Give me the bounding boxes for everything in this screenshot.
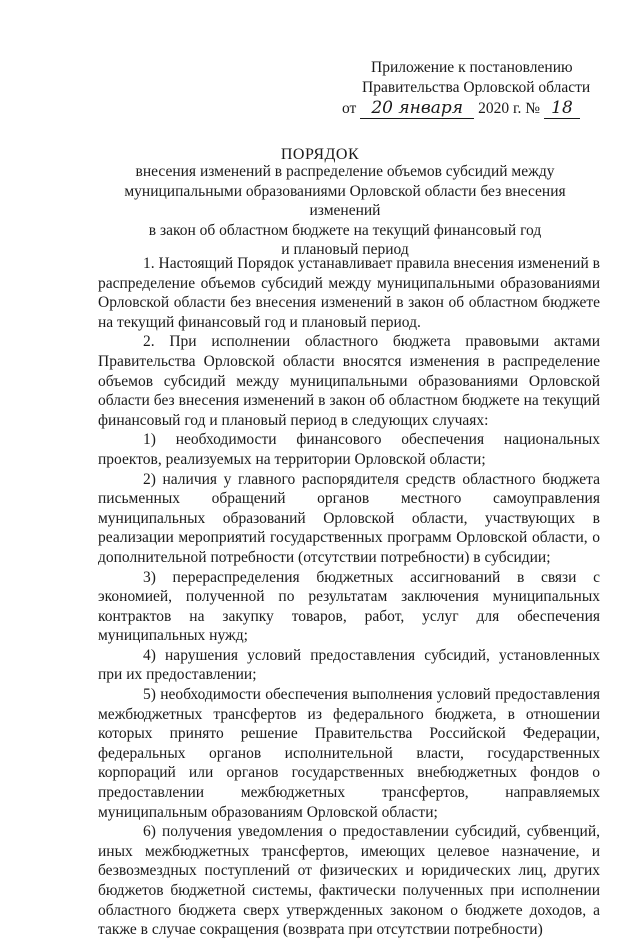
list-item-2: 2) наличия у главного распорядителя средств областного бюджета письменных обращений органов местного самоуправления муниципальных образований Орловской области, участвующих в реализации мероприятий государственных программ Орловской области, о дополнительной потребности (отсутствии потребности) в субсидии;: [98, 470, 600, 566]
document-title: ПОРЯДОК: [280, 146, 360, 163]
list-item-3: 3) перераспределения бюджетных ассигнований в связи с экономией, полученной по результатам заключения муниципальных контрактов на закупку товаров, работ, услуг для обеспечения муниципальных нужд;: [98, 568, 600, 645]
subtitle-line: в закон об областном бюджете на текущий финансовый год: [148, 221, 542, 239]
subtitle-line: и плановый период: [281, 241, 409, 258]
list-item-1: 1) необходимости финансового обеспечения национальных проектов, реализуемых на территории Орловской области;: [98, 431, 600, 468]
handwritten-date: 20 января: [360, 98, 474, 119]
subtitle-line: муниципальными образованиями Орловской области без внесения изменений: [124, 182, 566, 219]
paragraph-1: 1. Настоящий Порядок устанавливает правила внесения изменений в распределение объемов субсидий между муниципальными образованиями Орловской области без внесения изменений в закон об областном бюджете на текущий финансовый год и плановый период.: [98, 255, 600, 331]
appendix-line-1: Приложение к постановлению: [371, 59, 573, 76]
document-body: [98, 254, 600, 940]
paragraph-2: 2. При исполнении областного бюджета правовыми актами Правительства Орловской области вносятся изменения в распределение объемов субсидий между муниципальными образованиями Орловской области без внесения изменений в закон об областном бюджете на текущий финансовый год и плановый период в следующих случаях:: [98, 333, 600, 429]
appendix-line-2: Правительства Орловской области: [362, 79, 591, 96]
subtitle-line: внесения изменений в распределение объемов субсидий между: [135, 163, 555, 180]
document-subtitle: [95, 162, 595, 260]
appendix-date-line: [342, 98, 592, 119]
date-prefix: от: [342, 100, 357, 117]
list-item-4: 4) нарушения условий предоставления субсидий, установленных при их предоставлении;: [98, 646, 600, 684]
year-and-number-label: 2020 г. №: [478, 100, 541, 117]
appendix-header: [342, 58, 592, 119]
handwritten-number: 18: [544, 98, 580, 119]
list-item-6: 6) получения уведомления о предоставлении субсидий, субвенций, иных межбюджетных трансфертов, имеющих целевое назначение, и безвозмездных поступлений от физических и юридических лиц, других бюджетов бюджетной системы, фактически полученных при исполнении областного бюджета сверх утвержденных законом о бюджете доходов, а также в случае сокращения (возврата при отсутствии потребности): [98, 823, 600, 939]
list-item-5: 5) необходимости обеспечения выполнения условий предоставления межбюджетных трансфертов из федерального бюджета, в отношении которых принято решение Правительства Российской Федерации, федеральных органов исполнительной власти, государственных корпораций или органов государственных внебюджетных фондов о предоставлении межбюджетных трансфертов, направляемых муниципальным образованиям Орловской области;: [98, 686, 600, 821]
